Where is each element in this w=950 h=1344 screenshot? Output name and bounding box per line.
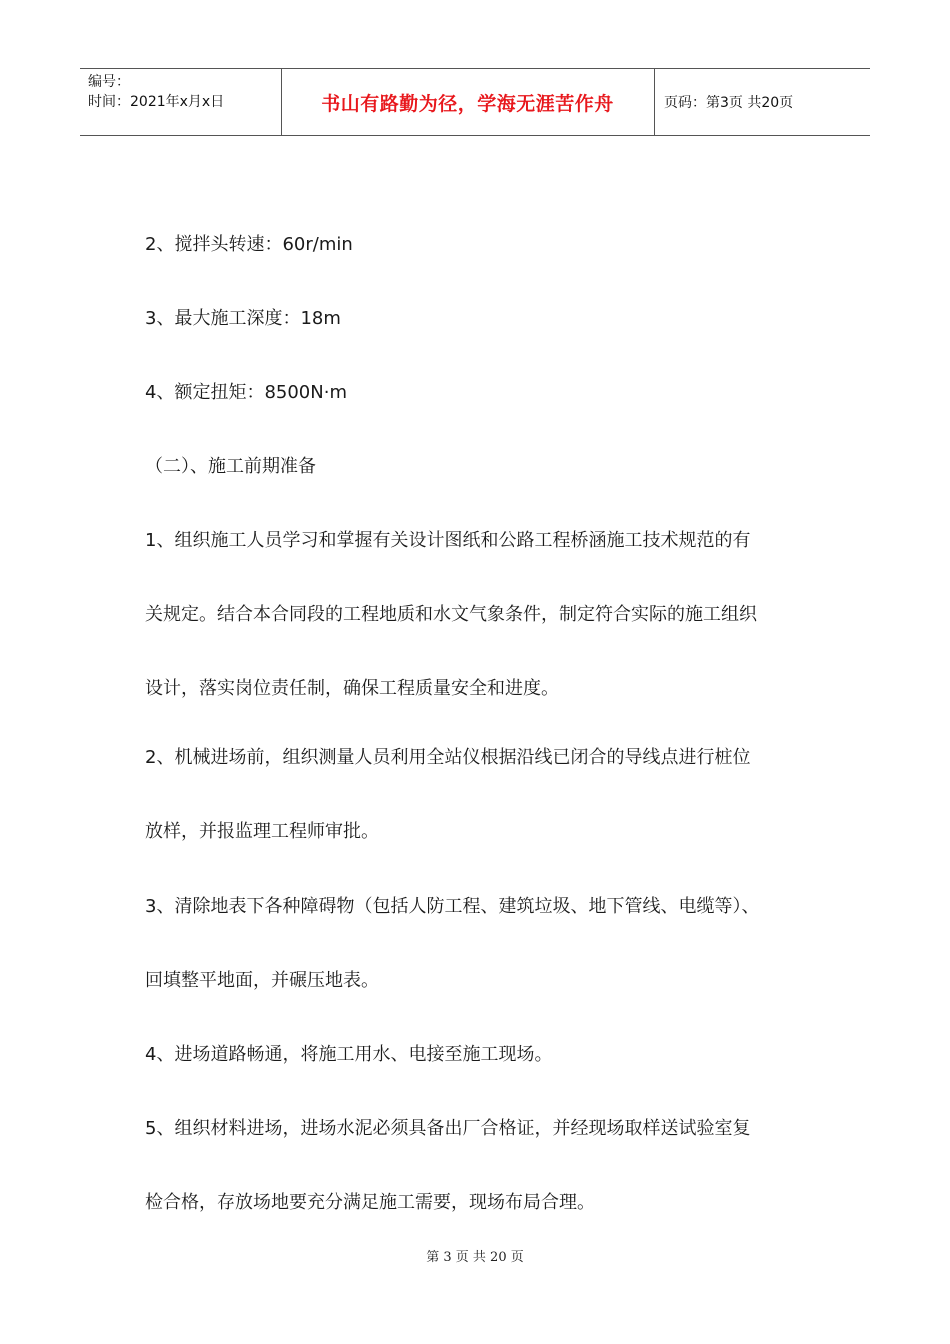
header-divider-right <box>654 69 655 135</box>
body-line: 2、机械进场前，组织测量人员利用全站仪根据沿线已闭合的导线点进行桩位 <box>145 747 751 768</box>
body-line: 2、搅拌头转速：60r/min <box>145 234 353 255</box>
document-header <box>80 68 870 136</box>
number-label: 编号： <box>88 74 130 90</box>
body-line: 检合格，存放场地要充分满足施工需要，现场布局合理。 <box>145 1192 595 1213</box>
body-line: 放样，并报监理工程师审批。 <box>145 821 379 842</box>
body-line: 回填整平地面，并碾压地表。 <box>145 970 379 991</box>
body-line: 3、清除地表下各种障碍物（包括人防工程、建筑垃圾、地下管线、电缆等）、 <box>145 896 760 917</box>
section-heading: （二）、施工前期准备 <box>145 456 316 477</box>
body-line: 关规定。结合本合同段的工程地质和水文气象条件，制定符合实际的施工组织 <box>145 604 757 625</box>
body-line: 4、进场道路畅通，将施工用水、电接至施工现场。 <box>145 1044 553 1065</box>
header-page-info: 页码：第3页 共20页 <box>664 95 794 111</box>
time-label: 时间：2021年x月x日 <box>88 94 225 110</box>
header-motto: 书山有路勤为径，学海无涯苦作舟 <box>321 92 614 115</box>
page-footer: 第 3 页 共 20 页 <box>426 1250 524 1265</box>
body-line: 设计，落实岗位责任制，确保工程质量安全和进度。 <box>145 678 559 699</box>
body-line: 3、最大施工深度：18m <box>145 308 341 329</box>
body-line: 4、额定扭矩：8500N·m <box>145 382 347 403</box>
body-line: 5、组织材料进场，进场水泥必须具备出厂合格证，并经现场取样送试验室复 <box>145 1118 751 1139</box>
header-meta <box>88 72 224 112</box>
body-line: 1、组织施工人员学习和掌握有关设计图纸和公路工程桥涵施工技术规范的有 <box>145 530 751 551</box>
